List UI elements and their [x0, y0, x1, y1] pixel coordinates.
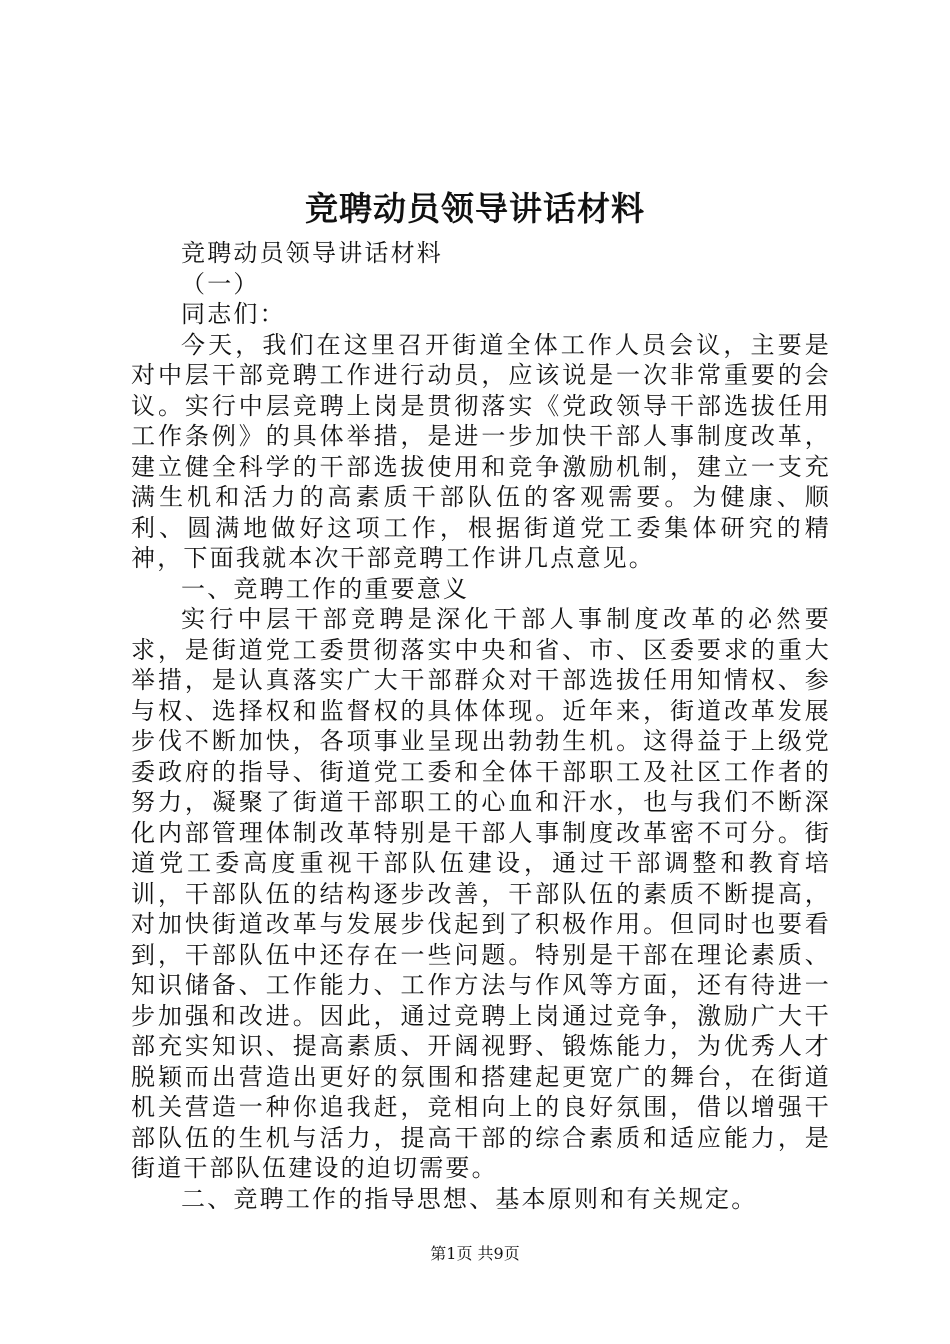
section-number: （一）: [181, 269, 260, 298]
document-title: 竞聘动员领导讲话材料: [305, 189, 645, 228]
page-footer: 第1页 共9页: [430, 1244, 520, 1263]
salutation: 同志们：: [181, 300, 286, 328]
heading-guiding-principles: 二、竞聘工作的指导思想、基本原则和有关规定。: [181, 1184, 758, 1213]
document-body: [131, 238, 831, 1214]
subtitle-paragraph: 竞聘动员领导讲话材料: [181, 239, 443, 267]
intro-paragraph: 今天，我们在这里召开街道全体工作人员会议，主要是对中层干部竞聘工作进行动员，应该说是一次非常重要的会议。实行中层竞聘上岗是贯彻落实《党政领导干部选拔任用工作条例》的具体举措，是进一步加快干部人事制度改革，建立健全科学的干部选拔使用和竞争激励机制，建立一支充满生机和活力的高素质干部队伍的客观需要。为健康、顺利、圆满地做好这项工作，根据街道党工委集体研究的精神，下面我就本次干部竞聘工作讲几点意见。: [131, 330, 831, 572]
importance-paragraph: 实行中层干部竞聘是深化干部人事制度改革的必然要求，是街道党工委贯彻落实中央和省、市、区委要求的重大举措，是认真落实广大干部群众对干部选拔任用知情权、参与权、选择权和监督权的具体体现。近年来，街道改革发展步伐不断加快，各项事业呈现出勃勃生机。这得益于上级党委政府的指导、街道党工委和全体干部职工及社区工作者的努力，凝聚了街道干部职工的心血和汗水，也与我们不断深化内部管理体制改革特别是干部人事制度改革密不可分。街道党工委高度重视干部队伍建设，通过干部调整和教育培训，干部队伍的结构逐步改善，干部队伍的素质不断提高，对加快街道改革与发展步伐起到了积极作用。但同时也要看到，干部队伍中还存在一些问题。特别是干部在理论素质、知识储备、工作能力、工作方法与作风等方面，还有待进一步加强和改进。因此，通过竞聘上岗通过竞争，激励广大干部充实知识、提高素质、开阔视野、锻炼能力，为优秀人才脱颖而出营造出更好的氛围和搭建起更宽广的舞台，在街道机关营造一种你追我赶，竞相向上的良好氛围，借以增强干部队伍的生机与活力，提高干部的综合素质和适应能力，是街道干部队伍建设的迫切需要。: [131, 605, 831, 1182]
heading-importance: 一、竞聘工作的重要意义: [181, 574, 470, 603]
